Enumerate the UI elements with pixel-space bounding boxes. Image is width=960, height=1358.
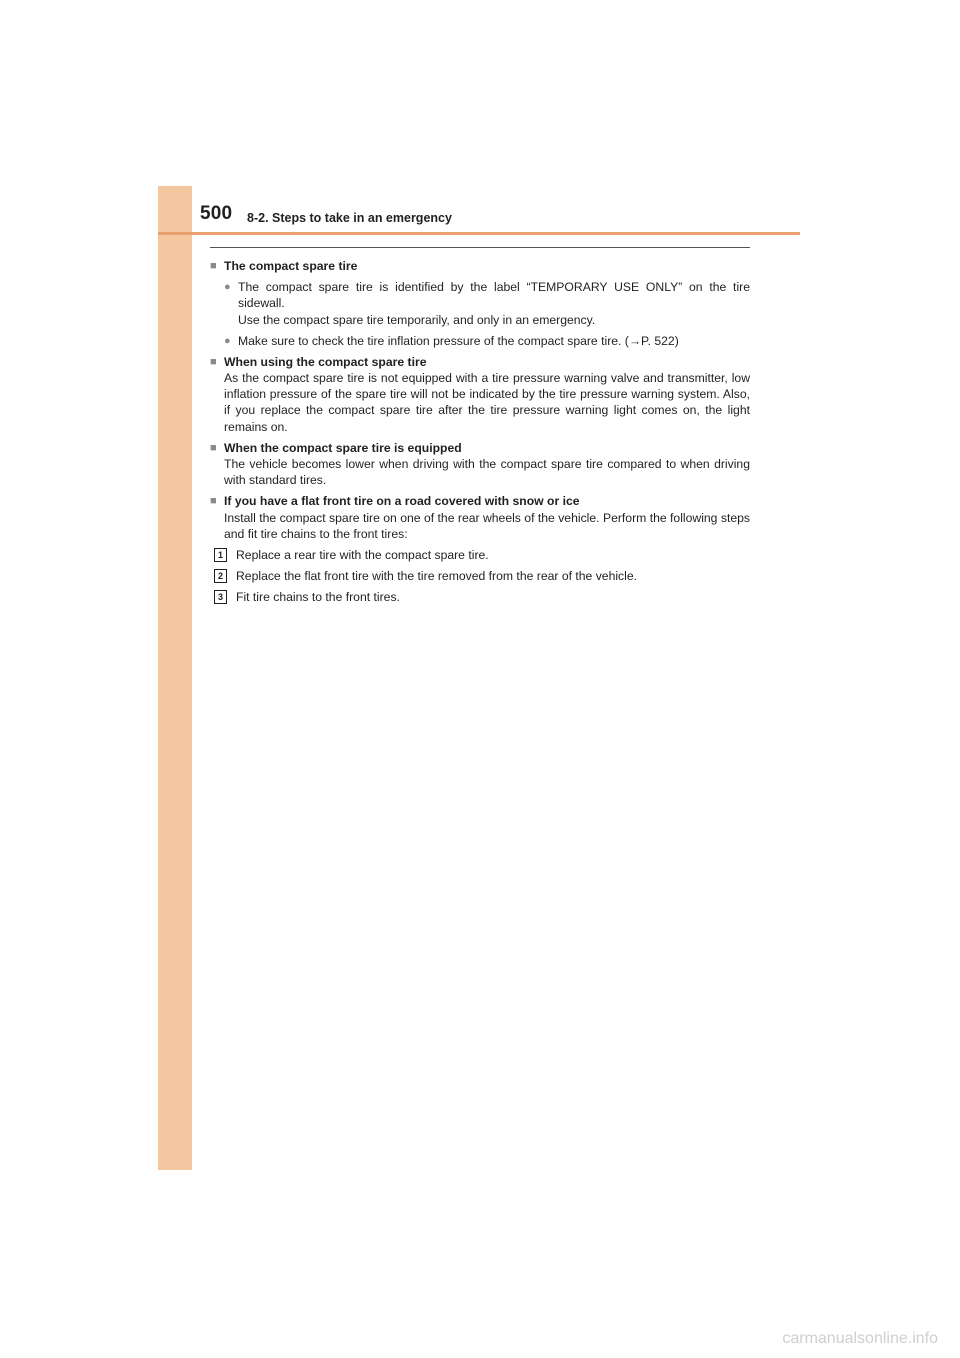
header-rule — [210, 247, 750, 248]
topic-heading — [210, 354, 750, 370]
bullet-item — [210, 333, 750, 349]
topic-flat-front-tire-snow — [210, 493, 750, 605]
topic-body: As the compact spare tire is not equipped with a tire pressure warning valve and transmitter, low inflation pressure of the spare tire will not be indicated by the tire pressure warning system. Also, if you replace the compact spare tire after the tire pressure warning light comes on, the light remains on. — [224, 370, 750, 434]
topic-title: The compact spare tire — [224, 259, 358, 273]
step-item — [210, 568, 750, 584]
section-title: 8-2. Steps to take in an emergency — [247, 211, 452, 225]
chapter-side-tab — [158, 186, 192, 1170]
topic-title: When using the compact spare tire — [224, 354, 427, 369]
bullet-text: Use the compact spare tire temporarily, and only in an emergency. — [238, 312, 596, 327]
bullet-item — [210, 279, 750, 328]
topic-title: When the compact spare tire is equipped — [224, 440, 462, 455]
bullet-text: Make sure to check the tire inflation pressure of the compact spare tire. (→P. 522) — [238, 333, 679, 348]
topic-heading — [210, 258, 750, 274]
watermark-text: carmanualsonline.info — [782, 1330, 938, 1347]
watermark — [0, 1330, 960, 1348]
bullet-text: The compact spare tire is identified by the label “TEMPORARY USE ONLY” on the tire sidewall. — [238, 279, 750, 311]
step-number-badge: 3 — [214, 590, 227, 604]
header-accent-bar — [158, 232, 800, 235]
step-item — [210, 547, 750, 563]
step-item — [210, 589, 750, 605]
topic-body: The vehicle becomes lower when driving with the compact spare tire compared to when driving with standard tires. — [224, 457, 750, 488]
topic-title: If you have a flat front tire on a road covered with snow or ice — [224, 494, 580, 509]
square-bullet-icon: ■ — [210, 260, 217, 272]
step-text: Replace a rear tire with the compact spare tire. — [236, 547, 489, 562]
square-bullet-icon: ■ — [210, 355, 217, 368]
topic-body: Install the compact spare tire on one of the rear wheels of the vehicle. Perform the following steps and fit tire chains to the front tires: — [224, 510, 750, 541]
step-text: Replace the flat front tire with the tire removed from the rear of the vehicle. — [236, 568, 638, 583]
topic-heading — [210, 493, 750, 509]
square-bullet-icon: ■ — [210, 441, 217, 454]
circle-bullet-icon: ● — [224, 280, 231, 293]
topic-using-compact-spare — [210, 354, 750, 435]
page-content — [210, 258, 750, 605]
square-bullet-icon: ■ — [210, 495, 217, 508]
step-list — [210, 547, 750, 605]
page-number: 500 — [200, 203, 233, 224]
step-text: Fit tire chains to the front tires. — [236, 589, 400, 604]
step-number-badge: 2 — [214, 569, 227, 583]
step-number-badge: 1 — [214, 548, 227, 562]
topic-heading — [210, 440, 750, 456]
topic-spare-equipped — [210, 440, 750, 489]
circle-bullet-icon: ● — [224, 334, 231, 347]
topic-compact-spare-tire — [210, 258, 750, 349]
